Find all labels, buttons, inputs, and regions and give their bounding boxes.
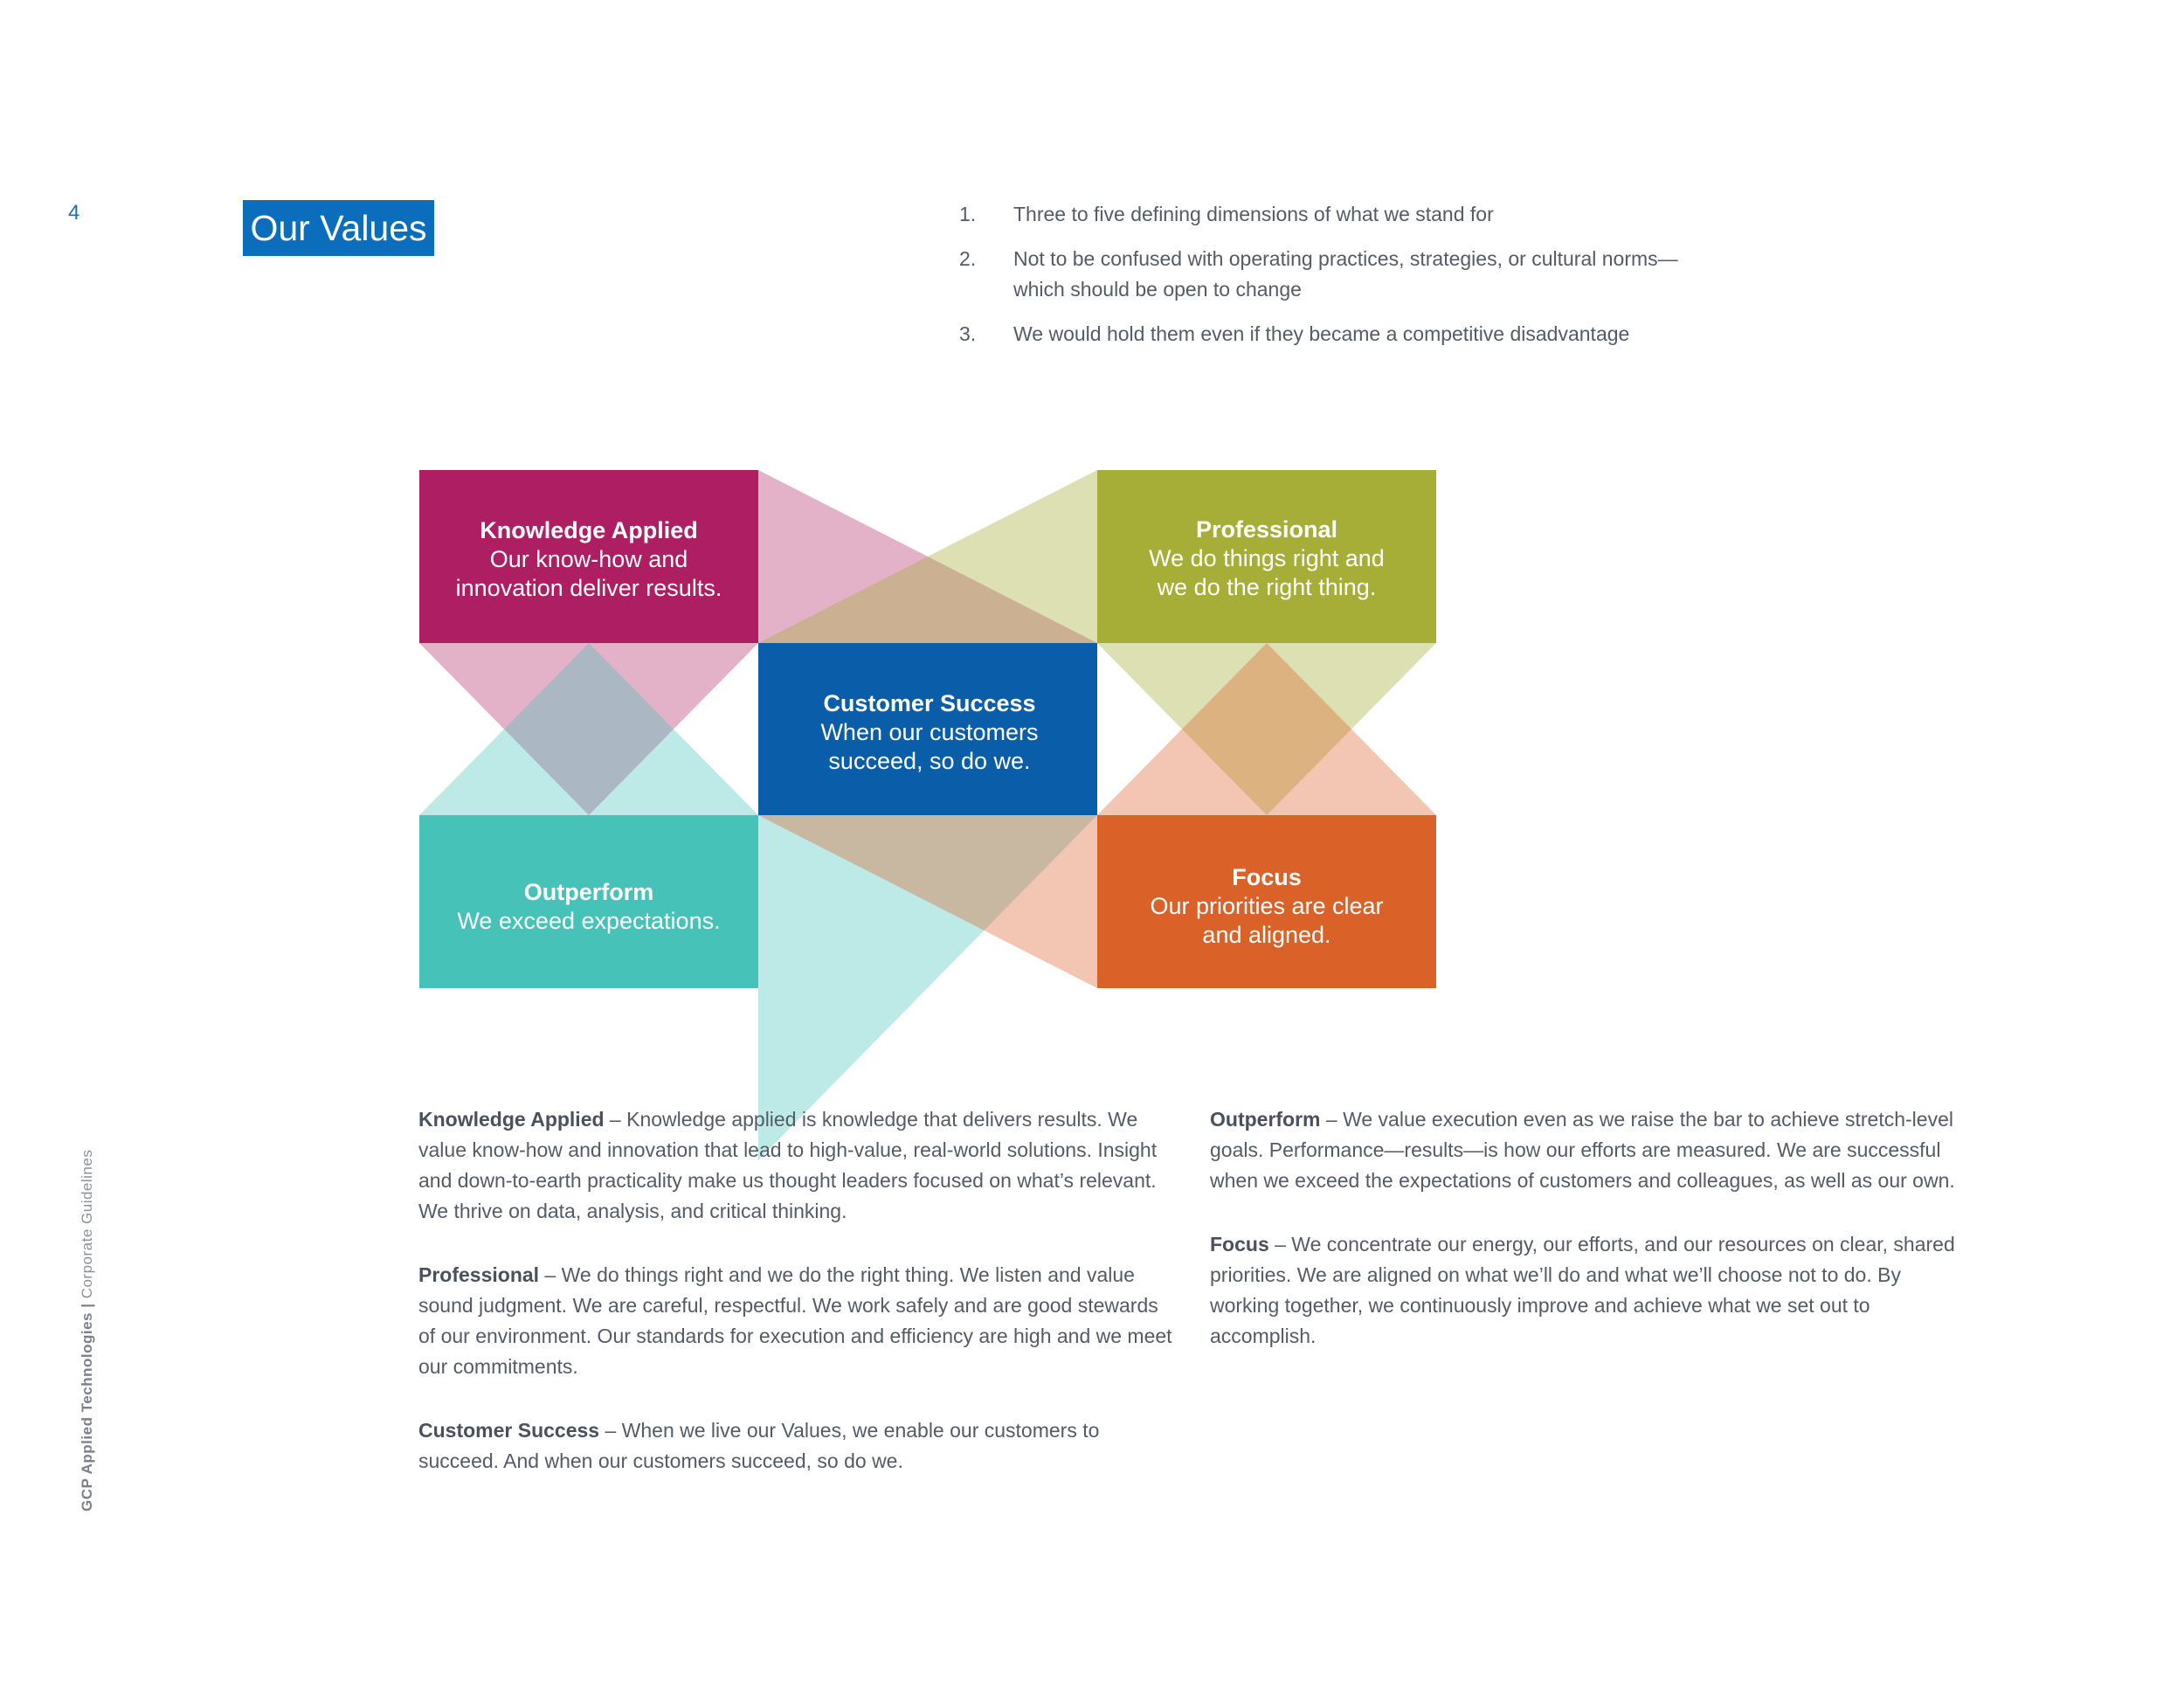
- customer-success-desc: When our customers succeed, so do we.: [820, 719, 1039, 774]
- description-text: – We do things right and we do the right thing. We listen and value sound judgment. We are careful, respectful. We work safely and are good stewards of our environment. Our standards for execution and efficiency are high and we meet our commitments.: [418, 1263, 1172, 1378]
- description-paragraph: [418, 1104, 1178, 1227]
- outperform-title: Outperform: [523, 879, 654, 905]
- description-term: Professional: [418, 1263, 540, 1286]
- document-name: Corporate Guidelines: [79, 1149, 95, 1304]
- description-paragraph: [1210, 1229, 1970, 1352]
- description-term: Outperform: [1210, 1108, 1321, 1131]
- description-text: – Knowledge applied is knowledge that delivers results. We value know-how and innovation that lead to high-value, real-world solutions. Insight and down-to-earth practicality make us thought leaders focused on what’s relevant. We thrive on data, analysis, and critical thinking.: [418, 1108, 1158, 1222]
- description-text: – We value execution even as we raise the bar to achieve stretch-level goals. Performance—results—is how our efforts are measured. We are successful when we exceed the expectations of customers and colleagues, as well as our own.: [1210, 1108, 1955, 1192]
- description-term: Knowledge Applied: [418, 1108, 605, 1131]
- description-term: Focus: [1210, 1233, 1269, 1256]
- outperform-text: [418, 878, 759, 936]
- description-paragraph: [418, 1415, 1178, 1477]
- description-paragraph: [418, 1260, 1178, 1382]
- company-name: GCP Applied Technologies |: [79, 1303, 95, 1512]
- focus-text: [1096, 863, 1437, 950]
- description-paragraph: [1210, 1104, 1970, 1196]
- descriptions-left-column: [418, 1104, 1178, 1510]
- descriptions-right-column: [1210, 1104, 1970, 1385]
- criteria-text: We would hold them even if they became a competitive disadvantage: [1013, 322, 1630, 345]
- customer-success-title: Customer Success: [823, 690, 1036, 716]
- outperform-desc: We exceed expectations.: [457, 908, 721, 934]
- description-text: – When we live our Values, we enable our customers to succeed. And when our customers succeed, so do we.: [418, 1419, 1100, 1472]
- description-text: – We concentrate our energy, our efforts, and our resources on clear, shared priorities. We are aligned on what we’ll do and what we’ll choose not to do. By working together, we continuously improve and achieve what we set out to accomplish.: [1210, 1233, 1955, 1347]
- criteria-number: 1.: [959, 203, 977, 225]
- professional-desc: We do things right and we do the right thing.: [1149, 545, 1385, 600]
- focus-title: Focus: [1232, 864, 1302, 890]
- description-term: Customer Success: [418, 1419, 600, 1442]
- focus-desc: Our priorities are clear and aligned.: [1150, 893, 1384, 948]
- knowledge-applied-desc: Our know-how and innovation deliver results.: [455, 546, 722, 601]
- criteria-number: 3.: [959, 322, 977, 345]
- criteria-number: 2.: [959, 247, 977, 270]
- professional-title: Professional: [1195, 516, 1338, 543]
- sidebar-footer-label: [79, 1150, 96, 1512]
- knowledge-applied-text: [418, 516, 759, 603]
- page-number: 4: [68, 201, 80, 225]
- criteria-text: Not to be confused with operating practices, strategies, or cultural norms— which should be open to change: [1013, 247, 1678, 301]
- page-title: Our Values: [243, 200, 434, 256]
- customer-success-text: [759, 689, 1100, 776]
- knowledge-applied-title: Knowledge Applied: [480, 517, 698, 543]
- criteria-text: Three to five defining dimensions of what we stand for: [1013, 203, 1494, 225]
- professional-text: [1096, 515, 1437, 602]
